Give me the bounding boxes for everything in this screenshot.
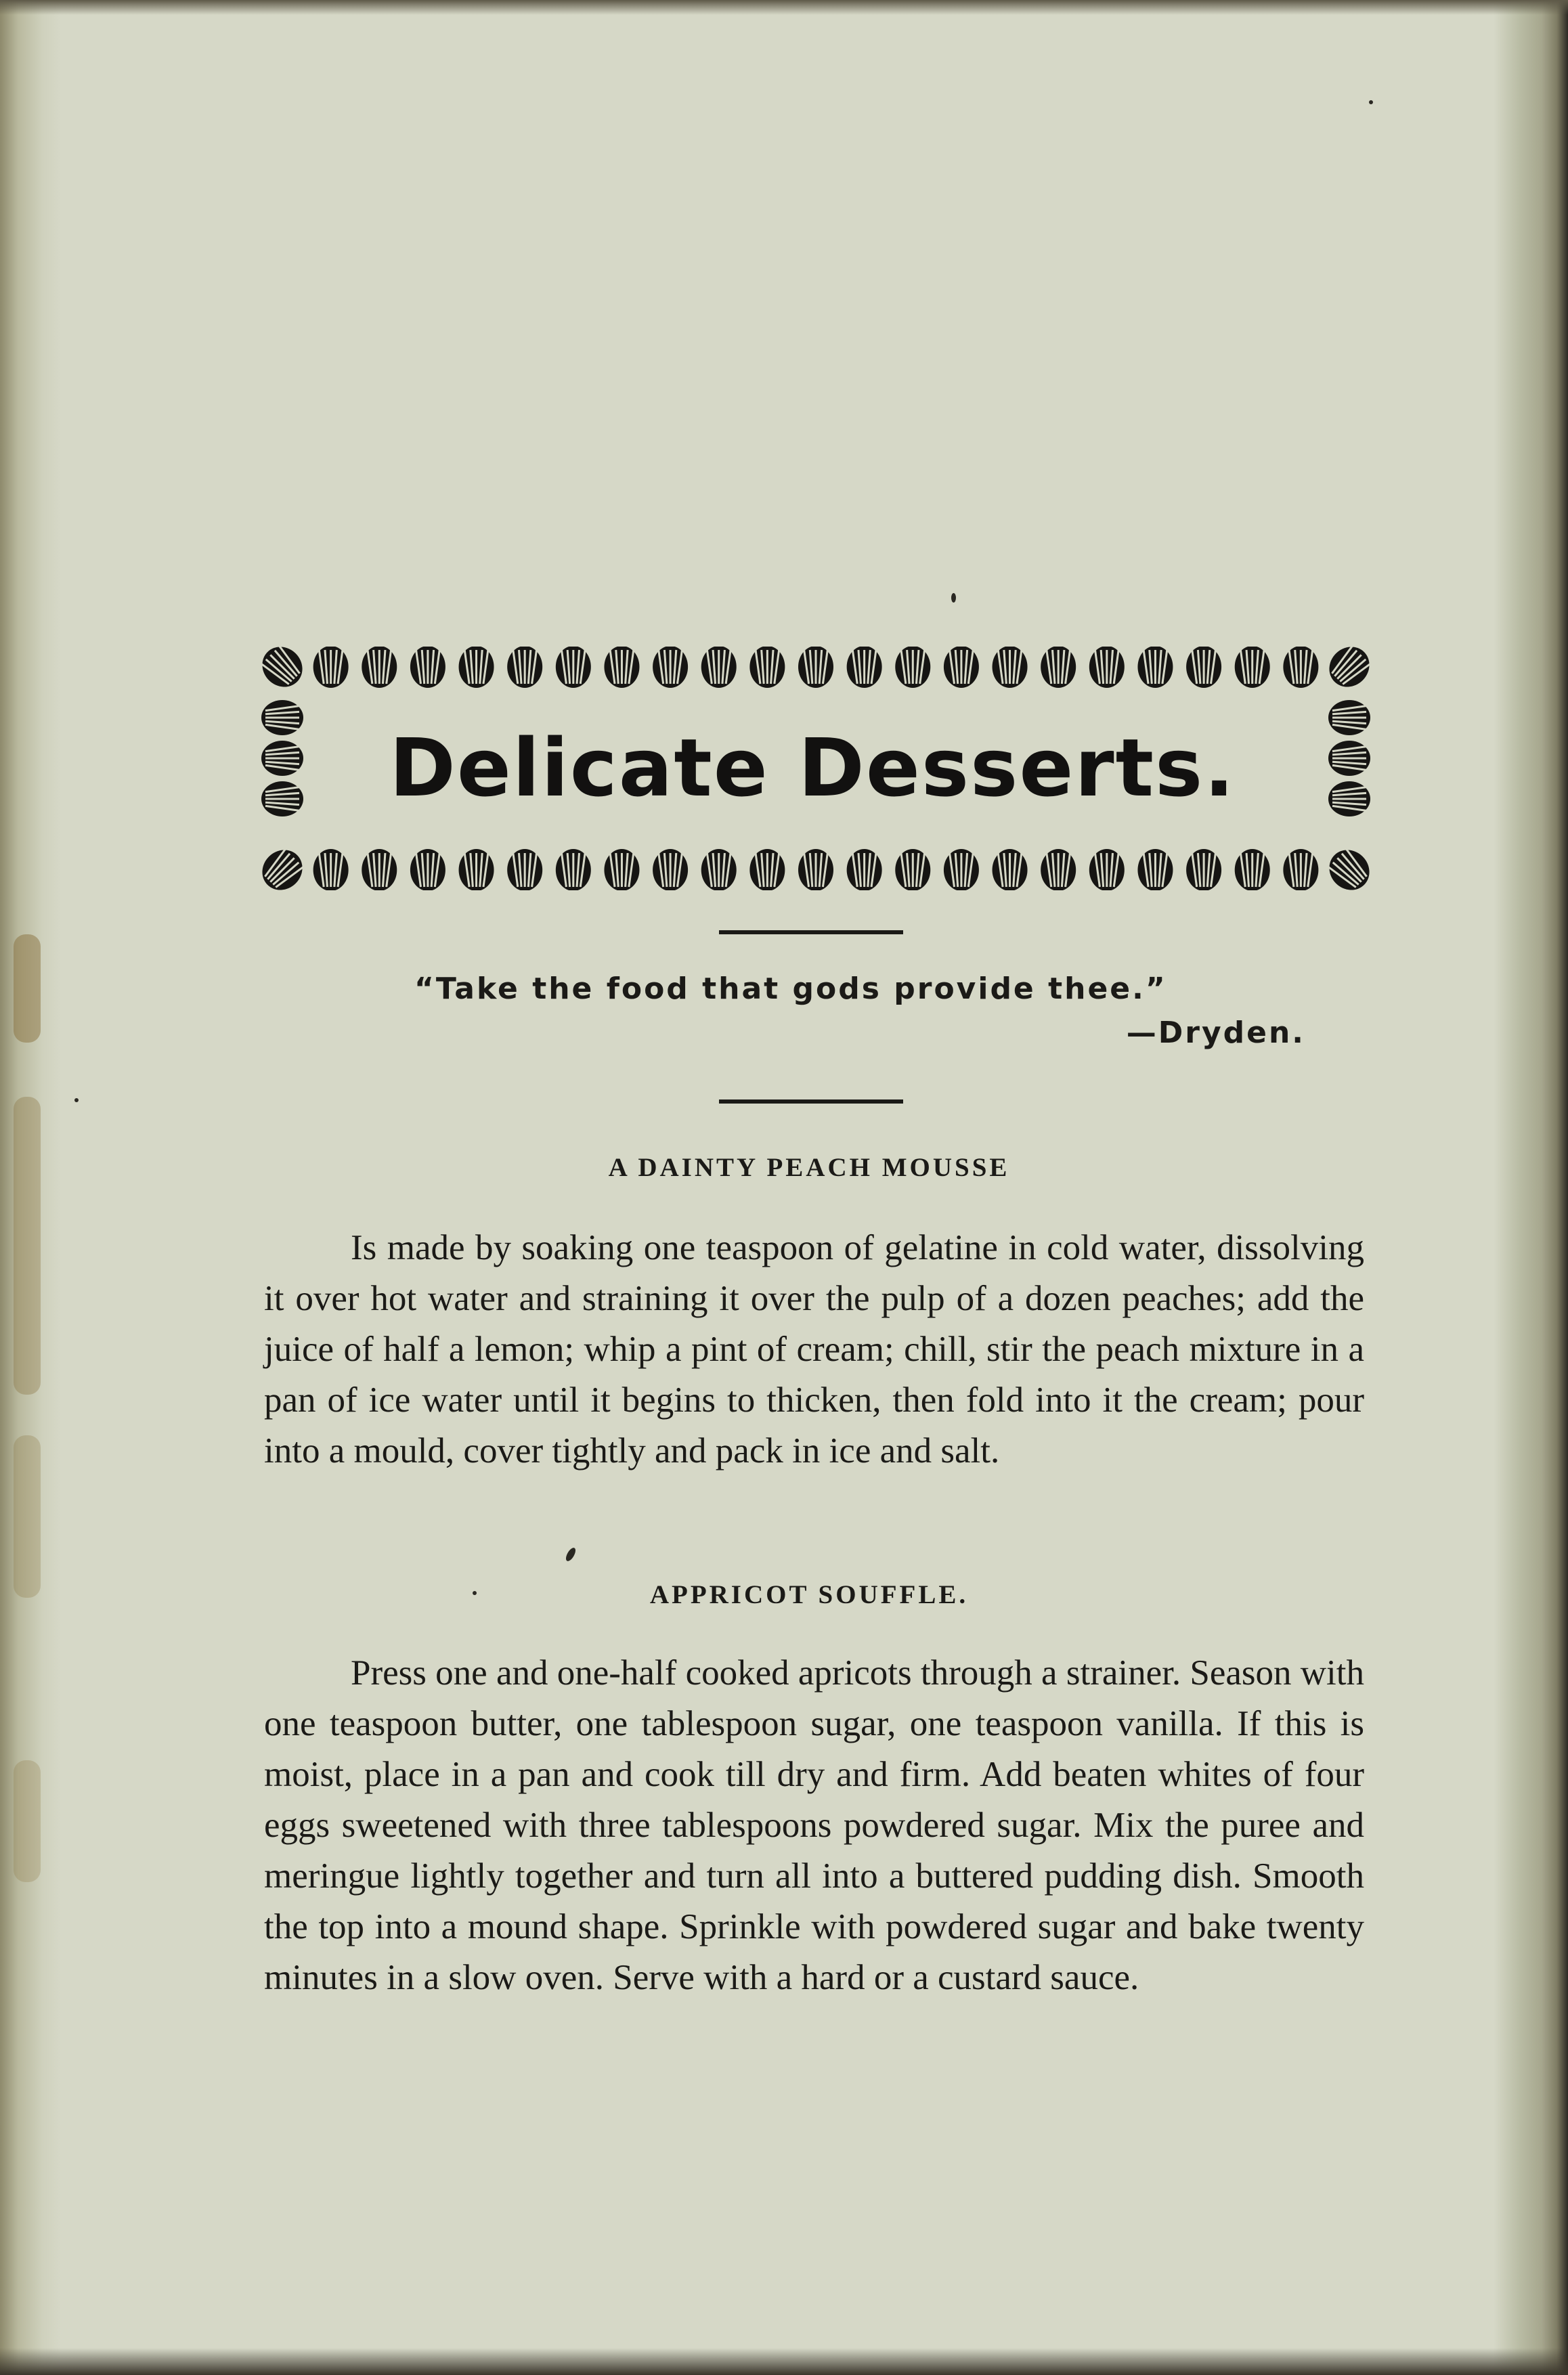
shell-ornament	[507, 647, 542, 688]
shell-ornament	[847, 849, 882, 890]
shell-ornament	[944, 647, 979, 688]
shell-ornament	[1321, 647, 1371, 695]
page-edge-shadow	[1494, 0, 1568, 2375]
paper-speck	[564, 1546, 578, 1563]
shell-ornament	[1321, 842, 1371, 890]
shell-ornament	[410, 849, 445, 890]
shell-ornament	[604, 647, 639, 688]
shell-ornament	[1041, 647, 1076, 688]
shell-ornament	[362, 647, 397, 688]
shell-ornament	[1186, 849, 1221, 890]
shell-ornament	[895, 849, 930, 890]
shell-ornament	[701, 849, 737, 890]
shell-ornament	[261, 647, 311, 695]
shell-ornament	[798, 849, 833, 890]
shell-ornament	[1235, 647, 1270, 688]
shell-ornament	[507, 849, 542, 890]
shell-ornament	[1235, 849, 1270, 890]
shell-ornament	[313, 647, 349, 688]
divider-rule	[719, 1099, 903, 1104]
shell-ornament	[1283, 647, 1318, 688]
gutter-stain	[14, 934, 41, 1043]
shell-ornament	[1186, 647, 1221, 688]
epigraph-quote: “Take the food that gods provide thee.”	[414, 972, 1167, 1006]
shell-ornament	[993, 647, 1028, 688]
recipe-body: Is made by soaking one teaspoon of gelatine in cold water, dissolving it over hot water and straining it over the pulp of a dozen peaches; add the juice of half a lemon; whip a pint of cream; chill, stir the peach mixture in a pan of ice water until it begins to thicken, then fold into it the cream; pour into a mould, cover tightly and pack in ice and salt.	[264, 1228, 1364, 1470]
shell-ornament	[261, 842, 311, 890]
shell-ornament	[313, 849, 349, 890]
shell-ornament	[895, 647, 930, 688]
shell-ornament	[604, 849, 639, 890]
recipe-body: Press one and one-half cooked apricots through a strainer. Season with one teaspoon butter, one tablespoon sugar, one teaspoon vanilla. If this is moist, place in a pan and cook till dry and firm. Add beaten whites of four eggs sweetened with three tablespoons powdered sugar. Mix the puree and meringue lightly together and turn all into a buttered pudding dish. Smooth the top into a mound shape. Sprinkle with powdered sugar and bake twenty minutes in a slow oven. Serve with a hard or a custard sauce.	[264, 1653, 1364, 1997]
shell-ornament	[1089, 849, 1125, 890]
shell-ornament	[459, 849, 494, 890]
shell-ornament	[556, 647, 591, 688]
divider-rule	[719, 930, 903, 934]
gutter-stain	[14, 1435, 41, 1598]
recipe-heading: A DAINTY PEACH MOUSSE	[608, 1153, 1010, 1182]
shell-ornament	[749, 647, 785, 688]
shell-ornament	[653, 849, 688, 890]
gutter-stain	[14, 1097, 41, 1395]
shell-ornament	[1137, 849, 1173, 890]
shell-ornament	[1089, 647, 1125, 688]
recipe-heading: APPRICOT SOUFFLE.	[649, 1580, 969, 1609]
paper-speck	[1369, 100, 1373, 104]
shell-ornament	[653, 647, 688, 688]
paper-speck	[74, 1098, 79, 1102]
shell-ornament	[410, 647, 445, 688]
shell-ornament	[993, 849, 1028, 890]
paper-speck	[951, 593, 956, 603]
shell-ornament	[701, 647, 737, 688]
gutter-stain	[14, 1760, 41, 1882]
shell-ornament	[847, 647, 882, 688]
epigraph-attribution: —Dryden.	[1126, 1016, 1305, 1050]
page-title: Delicate Desserts.	[389, 721, 1236, 814]
page-bottom-edge	[0, 2348, 1568, 2375]
shell-ornament	[749, 849, 785, 890]
shell-ornament	[556, 849, 591, 890]
shell-ornament	[798, 647, 833, 688]
shell-ornament	[459, 647, 494, 688]
shell-ornament	[944, 849, 979, 890]
shell-ornament	[1137, 647, 1173, 688]
shell-ornament	[362, 849, 397, 890]
shell-ornament	[1283, 849, 1318, 890]
page-top-edge	[0, 0, 1568, 15]
shell-ornament	[1041, 849, 1076, 890]
